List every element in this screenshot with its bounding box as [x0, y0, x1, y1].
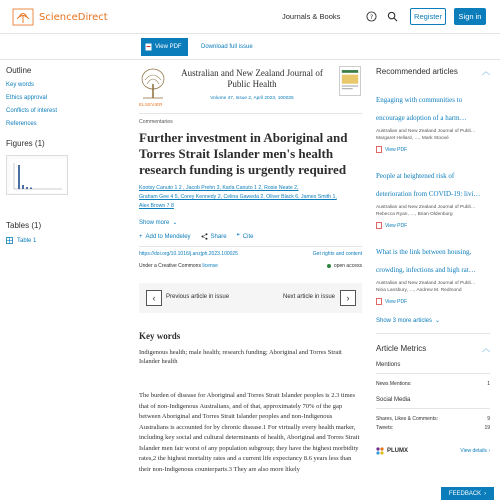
- cite-button[interactable]: [237, 233, 254, 240]
- author-list: [139, 184, 362, 211]
- tweets-label: Tweets:: [376, 425, 394, 431]
- share-button[interactable]: [201, 233, 227, 240]
- add-to-mendeley-button[interactable]: [139, 233, 191, 240]
- doi-link[interactable]: https://doi.org/10.1016/j.anzjph.2023.100025: [139, 251, 238, 257]
- plumx-logo: [376, 447, 408, 455]
- open-access-badge: [327, 263, 362, 269]
- recommended-heading: Recommended articles: [376, 67, 458, 76]
- feedback-chevron-icon: ›: [484, 490, 487, 497]
- search-icon[interactable]: [387, 11, 398, 22]
- outline-item-key-words[interactable]: Key words: [6, 82, 35, 88]
- news-mentions-value: 1: [487, 381, 490, 387]
- view-details-link[interactable]: [460, 448, 490, 454]
- chevron-right-icon: ›: [488, 448, 490, 454]
- article-section-label: Commentaries: [139, 119, 173, 125]
- journal-cover-image[interactable]: [339, 66, 361, 96]
- sign-in-button[interactable]: Sign in: [454, 8, 486, 25]
- author-line-1[interactable]: [139, 184, 362, 193]
- license-link[interactable]: license: [202, 263, 218, 269]
- sciencedirect-logo[interactable]: [12, 8, 108, 26]
- next-article-label[interactable]: Next article in issue: [283, 294, 336, 300]
- open-access-dot-icon: [327, 264, 331, 268]
- svg-text:?: ?: [369, 12, 374, 21]
- chevron-right-icon: ›: [346, 293, 350, 303]
- recommended-header[interactable]: [376, 66, 490, 77]
- outline-heading: Outline: [6, 66, 32, 75]
- recommended-journal: Australian and New Zealand Journal of Publi…: [376, 205, 476, 210]
- feedback-button[interactable]: [441, 487, 494, 500]
- top-navigation-bar: [0, 0, 500, 34]
- article-body-paragraph: The burden of disease for Aboriginal and Torres Strait Islander peoples is 2.3 times that of non-Indigenous Australians, and of that, approximately 70% of the gap between Aboriginal and Torres Strait Islander peoples and non-Indigenous Australians is accounted for by chronic disease.1 For virtually every health marker, including key social and cultural determinants of health, Aboriginal and Torres Strait Islander men fair worst of any population subgroup; they have the highest morbidity rates,2 the highest mortality rates and a current life expectancy 8.6 years less than their non-Indigenous counterparts.3 They are also more likely: [139, 392, 360, 473]
- elsevier-logo-icon[interactable]: [139, 66, 167, 100]
- quote-icon: ❞: [236, 234, 240, 240]
- article-main: [139, 64, 362, 475]
- author-line-2[interactable]: [139, 193, 362, 202]
- authors-text-3[interactable]: Alex Brown 7 8: [139, 203, 174, 209]
- next-article-button[interactable]: [340, 290, 356, 306]
- recommended-journal: Australian and New Zealand Journal of Publi…: [376, 129, 476, 134]
- share-label: Share: [210, 233, 227, 240]
- figure-thumbnail[interactable]: [6, 155, 68, 195]
- recommended-authors: Nina Lansbury, …, Andrew M. Redmond: [376, 288, 462, 293]
- article-toolbar: [0, 34, 500, 60]
- metrics-heading: Article Metrics: [376, 344, 427, 353]
- news-mentions-row: [376, 381, 490, 387]
- recommended-view-pdf[interactable]: [376, 146, 490, 153]
- license-row: [139, 263, 362, 269]
- figure-preview-image: [10, 159, 66, 193]
- show-more-label: Show more: [139, 219, 170, 226]
- journal-title-link[interactable]: Australian and New Zealand Journal of Public Health: [181, 68, 323, 89]
- table-1-link[interactable]: [6, 237, 116, 244]
- feedback-label: FEEDBACK: [448, 490, 482, 497]
- shares-value: 9: [487, 416, 490, 422]
- add-to-mendeley-label: Add to Mendeley: [145, 233, 191, 240]
- keywords-text: Indigenous health; male health; research funding; Aboriginal and Torres Strait Islander health: [139, 349, 342, 365]
- shares-row: [376, 416, 490, 422]
- previous-article-button[interactable]: [146, 290, 162, 306]
- download-full-issue-link[interactable]: Download full issue: [201, 44, 253, 50]
- show-more-authors-button[interactable]: [139, 219, 362, 226]
- journal-header: [139, 64, 362, 114]
- journals-books-link[interactable]: Journals & Books: [282, 12, 341, 21]
- right-sidebar: [376, 66, 490, 455]
- get-rights-link[interactable]: Get rights and content: [312, 251, 362, 257]
- recommended-item: [376, 165, 490, 229]
- section-divider: [376, 333, 490, 334]
- brand-name: ScienceDirect: [39, 11, 108, 23]
- doi-row: [139, 246, 362, 257]
- chevron-up-icon[interactable]: ︿: [482, 67, 490, 76]
- social-media-heading: Social Media: [376, 397, 490, 409]
- article-title: Further investment in Aboriginal and Torres Strait Islander men's health research funding is urgently required: [139, 130, 348, 177]
- recommended-title[interactable]: Engaging with communities to encourage adoption of a harm…: [376, 96, 467, 122]
- outline-item-conflicts[interactable]: Conflicts of interest: [6, 108, 58, 114]
- view-details-label: View details: [460, 448, 487, 454]
- recommended-journal: Australian and New Zealand Journal of Publi…: [376, 281, 476, 286]
- authors-text-2[interactable]: Graham Gee 4 5, Corey Kennedy 2, Celina Gaweda 2, Oliver Black 6, James Smith 1,: [139, 194, 337, 200]
- recommended-view-pdf[interactable]: [376, 298, 490, 305]
- publisher-name: ELSEVIER: [139, 102, 163, 107]
- pdf-icon: [376, 222, 382, 229]
- elsevier-tree-icon: [12, 8, 34, 26]
- show-more-articles-button[interactable]: [376, 317, 490, 324]
- recommended-item: [376, 241, 490, 305]
- article-navigation: [139, 283, 362, 313]
- recommended-title[interactable]: People at heightened risk of deterioration from COVID-19: livi…: [376, 172, 481, 198]
- show-more-articles-label: Show 3 more articles: [376, 317, 433, 324]
- chevron-down-icon: ⌄: [172, 220, 178, 226]
- register-button[interactable]: Register: [410, 8, 446, 25]
- news-mentions-label: News Mentions:: [376, 381, 412, 387]
- previous-article-label[interactable]: Previous article in issue: [166, 294, 230, 300]
- view-pdf-label: View PDF: [385, 146, 408, 153]
- chevron-left-icon: ‹: [152, 293, 156, 303]
- view-pdf-label: View PDF: [385, 298, 408, 305]
- journal-volume-link[interactable]: Volume 47, Issue 2, April 2023, 100025: [210, 96, 294, 101]
- shares-label: Shares, Likes & Comments:: [376, 416, 438, 422]
- metrics-header[interactable]: [376, 343, 490, 354]
- recommended-view-pdf[interactable]: [376, 222, 490, 229]
- recommended-authors: Margaret Hellard, …, Mark Stoové: [376, 136, 449, 141]
- plumx-row: [376, 447, 490, 455]
- mentions-heading: Mentions: [376, 362, 490, 374]
- chevron-up-icon[interactable]: ︿: [482, 344, 490, 353]
- table-icon: [6, 237, 13, 244]
- keywords-heading: Key words: [139, 331, 181, 341]
- open-access-label: open access: [333, 263, 362, 269]
- figures-heading: Figures (1): [6, 139, 45, 148]
- tweets-row: [376, 425, 490, 431]
- pdf-icon: [376, 298, 382, 305]
- plus-icon: +: [139, 233, 143, 240]
- tweets-value: 19: [484, 425, 490, 431]
- help-icon[interactable]: [366, 11, 377, 22]
- recommended-item: [376, 89, 490, 153]
- outline-item-references[interactable]: References: [6, 121, 37, 127]
- pdf-icon: [376, 146, 382, 153]
- cite-label: Cite: [242, 233, 254, 240]
- article-actions: [139, 233, 362, 240]
- chevron-down-icon: ⌄: [435, 318, 441, 324]
- plumx-flower-icon: [376, 447, 385, 455]
- outline-item-ethics-approval[interactable]: Ethics approval: [6, 95, 48, 101]
- pdf-icon: [145, 43, 152, 51]
- view-pdf-button[interactable]: [141, 38, 188, 56]
- plumx-label: PLUMX: [387, 448, 408, 454]
- view-pdf-label: View PDF: [155, 44, 182, 50]
- recommended-title[interactable]: What is the link between housing, crowding, infections and high rat…: [376, 248, 476, 274]
- view-pdf-label: View PDF: [385, 222, 408, 229]
- author-line-3[interactable]: [139, 202, 362, 211]
- share-icon: [201, 233, 208, 240]
- license-text: [139, 263, 218, 269]
- authors-text-1[interactable]: Kootsy Canuto 1 2 , Jacob Prehn 3, Karla Canuto 1 2, Rosie Neate 2,: [139, 185, 299, 191]
- recommended-authors: Rebecca Ryan, …, Brian Oldenburg: [376, 212, 453, 217]
- license-prefix: Under a Creative Commons: [139, 263, 201, 269]
- tables-heading: Tables (1): [6, 221, 42, 230]
- table-1-label: Table 1: [17, 237, 37, 244]
- left-sidebar: [6, 66, 116, 244]
